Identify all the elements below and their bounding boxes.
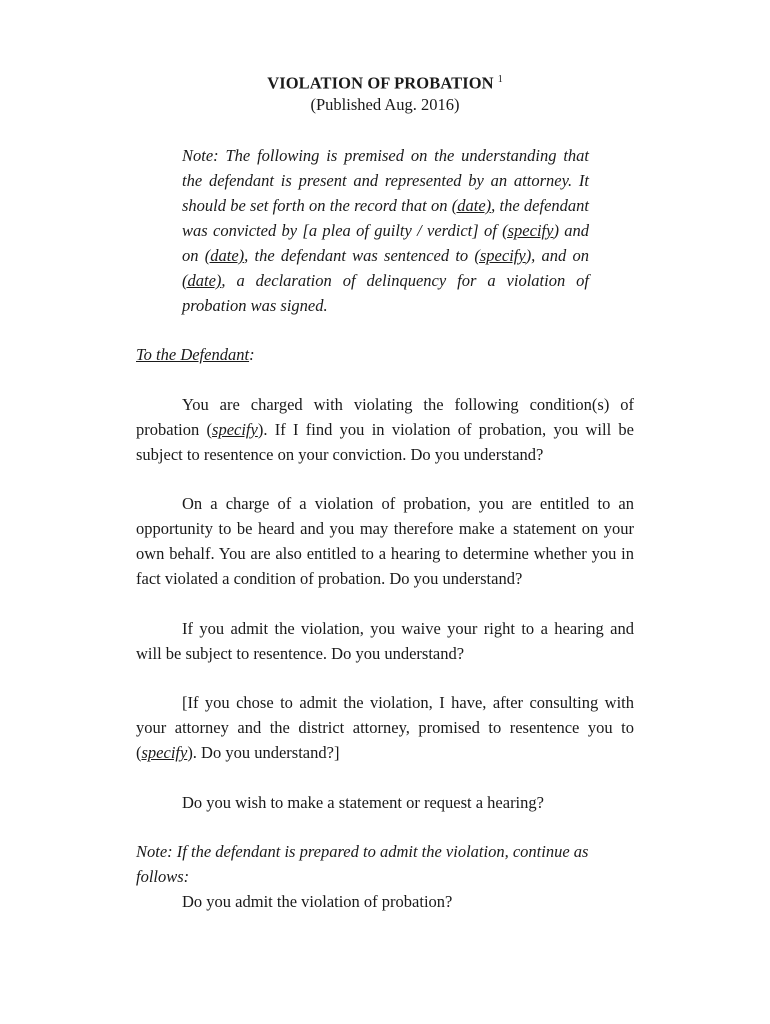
- admission-note: Note: If the defendant is prepared to admit the violation, continue as follows:: [136, 842, 589, 886]
- paragraph-charge: You are charged with violating the following condition(s) of probation (specify). If I find you in violation of probation, you will be subject to resentence on your conviction. Do you understand?: [136, 395, 635, 464]
- paragraph-statement-question: Do you wish to make a statement or request a hearing?: [182, 793, 544, 812]
- paragraph-resentence-promise: [If you chose to admit the violation, I have, after consulting with your attorney and the district attorney, promised to resentence you to (specify). Do you understand?]: [136, 693, 634, 762]
- date-placeholder: (date): [182, 271, 222, 290]
- specify-placeholder: (specify: [502, 221, 554, 240]
- specify-placeholder: specify: [212, 420, 258, 439]
- date-placeholder: (date): [451, 196, 492, 215]
- section-heading: To the Defendant:: [136, 345, 255, 364]
- document-title: VIOLATION OF PROBATION $^1$: [267, 73, 503, 93]
- paragraph-admit-question: Do you admit the violation of probation?: [182, 892, 453, 911]
- paragraph-rights: On a charge of a violation of probation, you are entitled to an opportunity to be heard and you may therefore make a statement on your own behalf. You are also entitled to a hearing to determine whether you in fact violated a condition of probation. Do you understand?: [136, 494, 634, 588]
- footnote-marker: 1: [497, 74, 503, 85]
- document-subtitle: (Published Aug. 2016): [310, 95, 460, 114]
- date-placeholder: (date): [204, 246, 245, 265]
- paragraph-waiver: If you admit the violation, you waive your right to a hearing and will be subject to resentence. Do you understand?: [136, 619, 634, 663]
- specify-placeholder: specify: [141, 743, 188, 762]
- specify-placeholder: (specify: [474, 246, 526, 265]
- preliminary-note: Note: The following is premised on the understanding that the defendant is present and represented by an attorney. It should be set forth on the record that on (date), the defendant was convicted by [a plea of guilty / verdict] of (specify) and on (date), the defendant was sentenced to (specify), and on (date), a declaration of delinquency for a violation of probation was signed.: [182, 146, 589, 315]
